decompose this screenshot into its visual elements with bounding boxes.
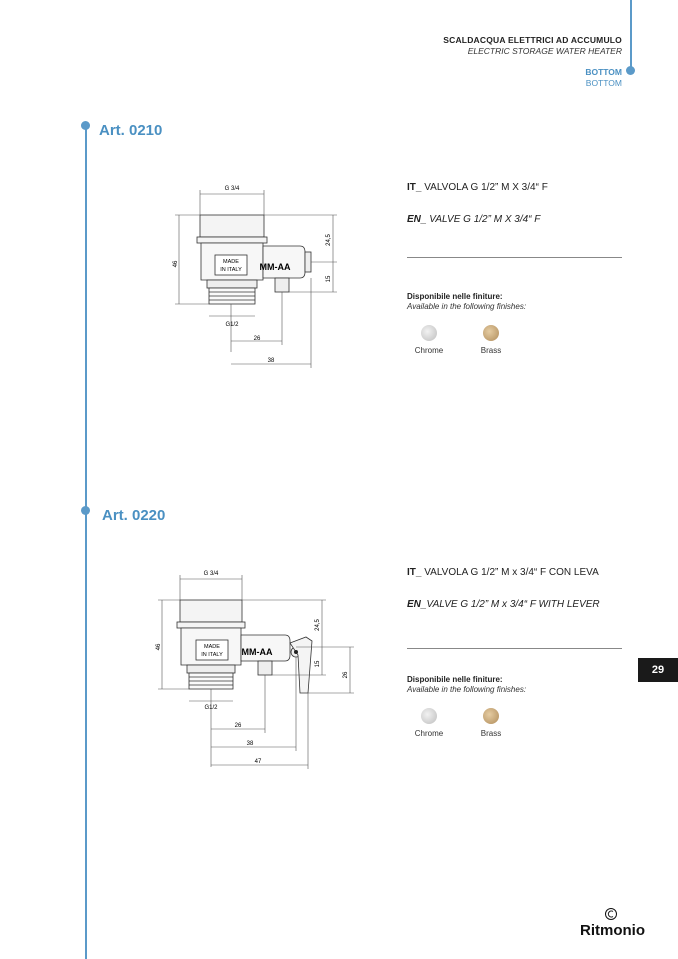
dim-top: G 3/4 xyxy=(203,571,219,577)
description-en-2 xyxy=(407,599,600,610)
drawing-label-made: MADE xyxy=(223,259,239,265)
dim-38: 38 xyxy=(267,358,275,364)
en-text: VALVE G 1/2” M x 3/4“ F WITH LEVER xyxy=(426,599,600,610)
divider-1 xyxy=(407,257,622,258)
header-accent-dot xyxy=(626,66,635,75)
dim-thread: G1/2 xyxy=(204,705,218,711)
category-it: BOTTOM xyxy=(585,67,622,77)
drawing-brand-mark: MM-AA xyxy=(241,647,273,657)
brand-logo: Ritmonio xyxy=(580,922,645,939)
description-it-2 xyxy=(407,567,599,578)
timeline-dot-1 xyxy=(81,121,90,130)
chrome-swatch xyxy=(421,325,437,341)
finish-label-chrome: Chrome xyxy=(414,729,444,738)
dim-right-top: 24,5 xyxy=(326,234,332,246)
description-it-1 xyxy=(407,182,548,193)
dim-26: 26 xyxy=(253,336,261,342)
drawing-label-italy: IN ITALY xyxy=(201,652,223,658)
finish-label-chrome: Chrome xyxy=(414,346,444,355)
dim-left: 46 xyxy=(173,260,179,268)
header-subtitle: ELECTRIC STORAGE WATER HEATER xyxy=(467,46,622,56)
availability-en-2: Available in the following finishes: xyxy=(407,685,527,694)
dim-26: 26 xyxy=(234,723,242,729)
brass-swatch xyxy=(483,325,499,341)
availability-it-1: Disponibile nelle finiture: xyxy=(407,292,503,301)
divider-2 xyxy=(407,648,622,649)
it-text: VALVOLA G 1/2” M X 3/4“ F xyxy=(421,182,548,193)
dim-right-bottom: 15 xyxy=(326,275,332,283)
dim-right-bottom: 15 xyxy=(315,660,321,668)
it-prefix: IT_ xyxy=(407,567,422,578)
technical-drawing-1 xyxy=(165,180,345,370)
dim-right-top: 24,5 xyxy=(315,619,321,631)
brass-swatch xyxy=(483,708,499,724)
en-text: VALVE G 1/2” M X 3/4“ F xyxy=(426,214,541,225)
drawing-label-made: MADE xyxy=(204,644,220,650)
it-prefix: IT_ xyxy=(407,182,422,193)
page-number: 29 xyxy=(638,658,678,682)
product-title-1: Art. 0210 xyxy=(99,122,163,139)
dim-47: 47 xyxy=(254,759,262,765)
dim-right-outer: 26 xyxy=(343,671,349,679)
description-en-1 xyxy=(407,214,540,225)
en-prefix: EN_ xyxy=(407,599,427,610)
dim-left: 46 xyxy=(156,643,162,651)
finish-label-brass: Brass xyxy=(480,729,502,738)
category-en: BOTTOM xyxy=(585,78,622,88)
finish-label-brass: Brass xyxy=(480,346,502,355)
availability-it-2: Disponibile nelle finiture: xyxy=(407,675,503,684)
chrome-swatch xyxy=(421,708,437,724)
drawing-brand-mark: MM-AA xyxy=(259,262,291,272)
drawing-label-italy: IN ITALY xyxy=(220,267,242,273)
en-prefix: EN_ xyxy=(407,214,427,225)
dim-38: 38 xyxy=(246,741,254,747)
timeline-line xyxy=(85,125,87,959)
availability-en-1: Available in the following finishes: xyxy=(407,302,527,311)
it-text: VALVOLA G 1/2” M x 3/4“ F CON LEVA xyxy=(421,567,599,578)
product-title-2: Art. 0220 xyxy=(102,507,166,524)
dim-top: G 3/4 xyxy=(224,186,240,192)
timeline-dot-2 xyxy=(81,506,90,515)
dim-thread: G1/2 xyxy=(225,322,239,328)
header-title: SCALDACQUA ELETTRICI AD ACCUMULO xyxy=(443,35,622,45)
header-accent-line xyxy=(630,0,632,70)
technical-drawing-2 xyxy=(150,565,360,775)
brand-logo-icon xyxy=(604,907,618,921)
